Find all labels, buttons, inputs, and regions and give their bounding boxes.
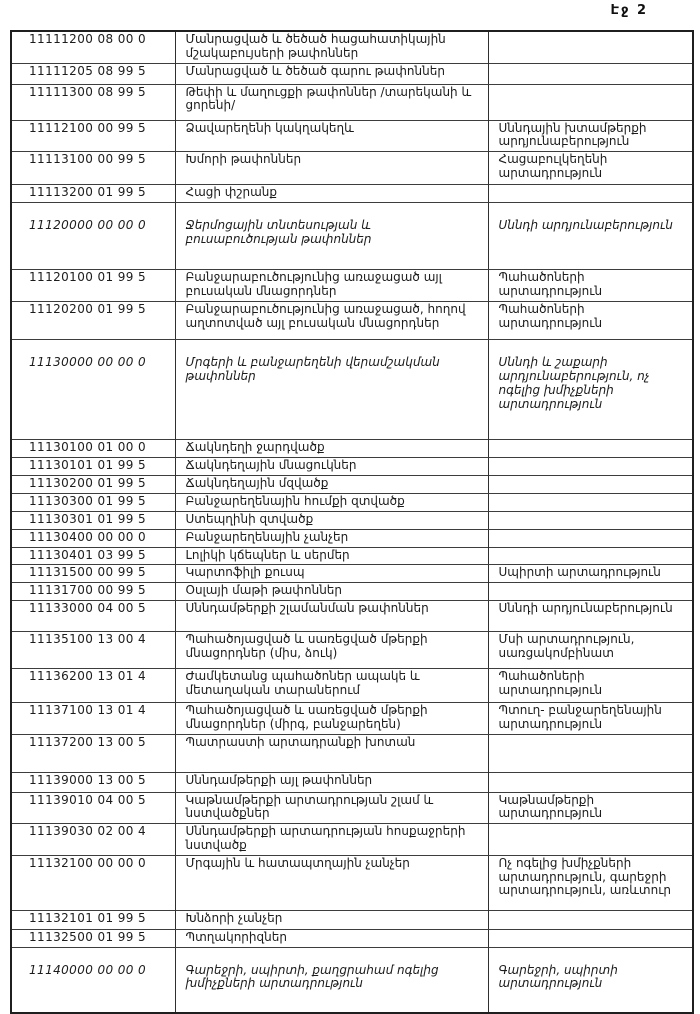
table-row bbox=[11, 668, 693, 702]
description-cell: Մրգերի և բանջարեղենի վերամշակման թափոններ bbox=[175, 340, 488, 440]
code-cell: 11112100 00 99 5 bbox=[11, 120, 175, 152]
industry-cell: Ոչ ոգելից խմիչքների արտադրություն, գարեջրի արտադրություն, առևտուր bbox=[488, 855, 693, 910]
code-cell: 11113100 00 99 5 bbox=[11, 152, 175, 185]
table-row bbox=[11, 120, 693, 152]
code-cell: 11130200 01 99 5 bbox=[11, 475, 175, 493]
industry-cell: Մսի արտադրություն, սառցակոմբինատ bbox=[488, 631, 693, 668]
description-cell: Գարեջրի, սպիրտի, քաղցրահամ ոգելից խմիչքների արտադրություն bbox=[175, 947, 488, 1013]
table-row bbox=[11, 152, 693, 185]
code-cell: 11130400 00 00 0 bbox=[11, 529, 175, 547]
table-row bbox=[11, 457, 693, 475]
table-row bbox=[11, 31, 693, 63]
industry-cell: Սպիրտի արտադրություն bbox=[488, 565, 693, 583]
table-row bbox=[11, 855, 693, 910]
industry-cell bbox=[488, 511, 693, 529]
description-cell: Մանրացված և ծեծած գարու թափոններ bbox=[175, 63, 488, 84]
description-cell: Սննդամթերքի շլամանման թափոններ bbox=[175, 600, 488, 631]
description-cell: Ճակնդեղային մնացուկներ bbox=[175, 457, 488, 475]
description-cell: Ջերմոցային տնտեսության և բուսաբուծության թափոններ bbox=[175, 203, 488, 270]
code-cell: 11120200 01 99 5 bbox=[11, 302, 175, 340]
table-row bbox=[11, 565, 693, 583]
description-cell: Պահածոյացված և սառեցված մթերքի մնացորդներ (միս, ձուկ) bbox=[175, 631, 488, 668]
code-cell: 11113200 01 99 5 bbox=[11, 185, 175, 203]
industry-cell bbox=[488, 440, 693, 458]
code-cell: 11136200 13 01 4 bbox=[11, 668, 175, 702]
industry-cell: Սննդի արդյունաբերություն bbox=[488, 600, 693, 631]
code-cell: 11130101 01 99 5 bbox=[11, 457, 175, 475]
description-cell: Բանջարաբուծությունից առաջացած այլ բուսական մնացորդներ bbox=[175, 270, 488, 302]
table-row bbox=[11, 547, 693, 565]
description-cell: Պատրաստի արտադրանքի խոտան bbox=[175, 734, 488, 772]
description-cell: Բանջարաբուծությունից առաջացած, հողով աղտոտված այլ բուսական մնացորդներ bbox=[175, 302, 488, 340]
table-row bbox=[11, 947, 693, 1013]
description-cell: Ճակնդեղային մզվածք bbox=[175, 475, 488, 493]
table-row bbox=[11, 702, 693, 734]
table-row bbox=[11, 185, 693, 203]
table-row bbox=[11, 475, 693, 493]
industry-cell: Սննդային խտամթերքի արդյունաբերություն bbox=[488, 120, 693, 152]
industry-cell bbox=[488, 583, 693, 601]
table-row bbox=[11, 440, 693, 458]
code-cell: 11139010 04 00 5 bbox=[11, 792, 175, 824]
industry-cell: Գարեջրի, սպիրտի արտադրություն bbox=[488, 947, 693, 1013]
industry-cell: Սննդի և շաքարի արդյունաբերություն, ոչ ոգելից խմիչքների արտադրություն bbox=[488, 340, 693, 440]
description-cell: Կաթնամթերքի արտադրության շլամ և նստվածքներ bbox=[175, 792, 488, 824]
industry-cell: Պտուղ- բանջարեղենային արտադրություն bbox=[488, 702, 693, 734]
code-cell: 11131700 00 99 5 bbox=[11, 583, 175, 601]
table-row bbox=[11, 84, 693, 120]
industry-cell: Պահածոների արտադրություն bbox=[488, 302, 693, 340]
code-cell: 11131500 00 99 5 bbox=[11, 565, 175, 583]
industry-cell: Կաթնամթերքի արտադրություն bbox=[488, 792, 693, 824]
code-cell: 11132101 01 99 5 bbox=[11, 910, 175, 929]
description-cell: Ժամկետանց պահածոներ ապակե և մետաղական տարաներում bbox=[175, 668, 488, 702]
code-cell: 11139030 02 00 4 bbox=[11, 824, 175, 856]
code-cell: 11120100 01 99 5 bbox=[11, 270, 175, 302]
description-cell: Ստեպղինի զտվածք bbox=[175, 511, 488, 529]
code-cell: 11130300 01 99 5 bbox=[11, 493, 175, 511]
table-body bbox=[11, 31, 693, 1013]
description-cell: Ձավարեղենի կակղակեղև bbox=[175, 120, 488, 152]
industry-cell bbox=[488, 31, 693, 63]
code-cell: 11120000 00 00 0 bbox=[11, 203, 175, 270]
code-cell: 11133000 04 00 5 bbox=[11, 600, 175, 631]
table-row bbox=[11, 600, 693, 631]
code-cell: 11132500 01 99 5 bbox=[11, 929, 175, 947]
waste-codes-table bbox=[10, 30, 694, 1014]
industry-cell bbox=[488, 824, 693, 856]
table-row bbox=[11, 340, 693, 440]
description-cell: Մանրացված և ծեծած հացահատիկային մշակաբույսերի թափոններ bbox=[175, 31, 488, 63]
table-row bbox=[11, 583, 693, 601]
industry-cell bbox=[488, 185, 693, 203]
description-cell: Կարտոֆիլի քուսպ bbox=[175, 565, 488, 583]
table-row bbox=[11, 63, 693, 84]
table-row bbox=[11, 270, 693, 302]
industry-cell bbox=[488, 910, 693, 929]
table-row bbox=[11, 631, 693, 668]
industry-cell bbox=[488, 929, 693, 947]
code-cell: 11130100 01 00 0 bbox=[11, 440, 175, 458]
description-cell: Թեփի և մաղուցքի թափոններ /տարեկանի և ցորենի/ bbox=[175, 84, 488, 120]
table-row bbox=[11, 772, 693, 792]
description-cell: Մրգային և հատապտղային չանչեր bbox=[175, 855, 488, 910]
code-cell: 11130301 01 99 5 bbox=[11, 511, 175, 529]
description-cell: Պտղակորիզներ bbox=[175, 929, 488, 947]
description-cell: Բանջարեղենային չանչեր bbox=[175, 529, 488, 547]
code-cell: 11130000 00 00 0 bbox=[11, 340, 175, 440]
code-cell: 11111200 08 00 0 bbox=[11, 31, 175, 63]
industry-cell bbox=[488, 734, 693, 772]
description-cell: Լոլիկի կճեպներ և սերմեր bbox=[175, 547, 488, 565]
description-cell: Օսլայի մաթի թափոններ bbox=[175, 583, 488, 601]
description-cell: Խմորի թափոններ bbox=[175, 152, 488, 185]
code-cell: 11111205 08 99 5 bbox=[11, 63, 175, 84]
industry-cell bbox=[488, 547, 693, 565]
description-cell: Ճակնդեղի ջարդվածք bbox=[175, 440, 488, 458]
description-cell: Սննդամթերքի այլ թափոններ bbox=[175, 772, 488, 792]
description-cell: Խնձորի չանչեր bbox=[175, 910, 488, 929]
table-row bbox=[11, 824, 693, 856]
table-row bbox=[11, 734, 693, 772]
code-cell: 11135100 13 00 4 bbox=[11, 631, 175, 668]
table-row bbox=[11, 910, 693, 929]
industry-cell bbox=[488, 84, 693, 120]
code-cell: 11132100 00 00 0 bbox=[11, 855, 175, 910]
description-cell: Սննդամթերքի արտադրության հոսքաջրերի նստվածք bbox=[175, 824, 488, 856]
table-row bbox=[11, 792, 693, 824]
description-cell: Բանջարեղենային հումքի զտվածք bbox=[175, 493, 488, 511]
industry-cell: Հացաբուլկեղենի արտադրություն bbox=[488, 152, 693, 185]
code-cell: 11137200 13 00 5 bbox=[11, 734, 175, 772]
table-row bbox=[11, 493, 693, 511]
code-cell: 11139000 13 00 5 bbox=[11, 772, 175, 792]
table-row bbox=[11, 511, 693, 529]
industry-cell bbox=[488, 457, 693, 475]
code-cell: 11111300 08 99 5 bbox=[11, 84, 175, 120]
code-cell: 11137100 13 01 4 bbox=[11, 702, 175, 734]
industry-cell bbox=[488, 63, 693, 84]
description-cell: Պահածոյացված և սառեցված մթերքի մնացորդներ (միրգ, բանջարեղեն) bbox=[175, 702, 488, 734]
industry-cell bbox=[488, 772, 693, 792]
industry-cell: Սննդի արդյունաբերություն bbox=[488, 203, 693, 270]
industry-cell bbox=[488, 529, 693, 547]
table-row bbox=[11, 302, 693, 340]
table-row bbox=[11, 929, 693, 947]
industry-cell bbox=[488, 475, 693, 493]
table-row bbox=[11, 203, 693, 270]
code-cell: 11130401 03 99 5 bbox=[11, 547, 175, 565]
industry-cell bbox=[488, 493, 693, 511]
description-cell: Հացի փշրանք bbox=[175, 185, 488, 203]
industry-cell: Պահածոների արտադրություն bbox=[488, 270, 693, 302]
page-number: Էջ 2 bbox=[610, 3, 648, 18]
industry-cell: Պահածոների արտադրություն bbox=[488, 668, 693, 702]
code-cell: 11140000 00 00 0 bbox=[11, 947, 175, 1013]
table-row bbox=[11, 529, 693, 547]
